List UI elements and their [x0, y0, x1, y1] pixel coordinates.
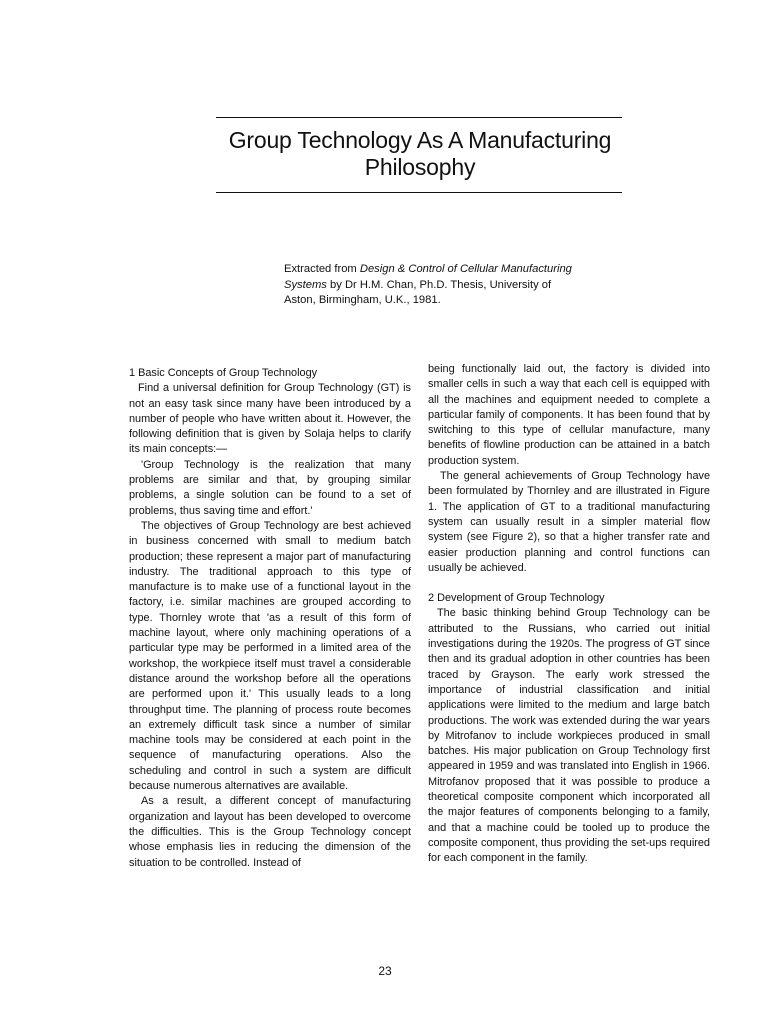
title-rule-bottom: [216, 192, 622, 193]
article-title-line-2: Philosophy: [364, 154, 476, 180]
section-2-heading: 2 Development of Group Technology: [428, 592, 605, 605]
article-title-line-1: Group Technology As A Manufacturing: [228, 127, 612, 153]
section-1-paragraph-3: The objectives of Group Technology are best achieved in business concerned with small to medium batch production; these represent a major part of manufacturing industry. The traditional approach to this type of manufacture is to make use of a functional layout in the factory, i.e. similar machines are grouped according to type. Thornley wrote that 'as a result of this form of machine layout, where only machining operations of a particular type may be performed in a limited area of the workshop, the workpiece itself must travel a considerable distance around the workshop before all the operations are performed upon it.' This usually leads to a long throughput time. The planning of process route becomes an extremely difficult task since a number of similar machine tools may be considered at each point in the sequence of manufacturing operations. Also the scheduling and control in such a system are difficult because numerous alternatives are available.: [129, 519, 411, 793]
section-1-paragraph-1: Find a universal definition for Group Technology (GT) is not an easy task since many have been introduced by a number of people who have written about it. However, the following definition that is given by Solaja helps to clarify its main concepts:—: [129, 382, 411, 456]
section-2-paragraph-1: The basic thinking behind Group Technology can be attributed to the Russians, who carried out initial investigations during the 1920s. The progress of GT since then and its gradual adoption in other countries has been traced by Grayson. The early work stressed the importance of industrial classification and initial applications were limited to the medium and large batch productions. The work was extended during the war years by Mitrofanov to include workpieces produced in small batches. His major publication on Group Technology first appeared in 1959 and was translated into English in 1966. Mitrofanov proposed that it was possible to produce a theoretical composite component which incorporated all the major features of components belonging to a family, and that a machine could be tooled up to produce the composite component, thus providing the set-ups required for each component in the family.: [428, 607, 710, 865]
attribution-suffix: by Dr H.M. Chan, Ph.D. Thesis, University of Aston, Birmingham, U.K., 1981.: [284, 278, 552, 306]
section-1-heading: 1 Basic Concepts of Group Technology: [129, 367, 318, 379]
body-column-right: [428, 362, 710, 867]
section-spacer: [428, 576, 710, 591]
body-column-left: [129, 366, 411, 871]
section-1-paragraph-4: As a result, a different concept of manufacturing organization and layout has been developed to overcome the difficulties. This is the Group Technology concept whose emphasis lies in reducing the dimension of the situation to be controlled. Instead of: [129, 795, 411, 869]
article-title: [190, 127, 650, 181]
section-1-paragraph-5: being functionally laid out, the factory is divided into smaller cells in such a way that each cell is equipped with all the machines and equipment needed to complete a particular family of components. It has been found that by switching to this type of cellular manufacture, many benefits of flowline production can be attained in a batch production system.: [428, 363, 710, 467]
page-number: 23: [378, 964, 392, 978]
title-rule-top: [216, 117, 622, 118]
attribution-source-title: Design & Control of Cellular Manufacturing Systems: [284, 263, 572, 291]
source-attribution: [284, 262, 574, 309]
attribution-prefix: Extracted from: [284, 263, 360, 275]
section-1-paragraph-6: The general achievements of Group Technology have been formulated by Thornley and are illustrated in Figure 1. The application of GT to a traditional manufacturing system can usually result in a simpler material flow system (see Figure 2), so that a higher transfer rate and easier production planning and control functions can usually be achieved.: [428, 470, 710, 574]
section-1-paragraph-2: 'Group Technology is the realization that many problems are similar and that, by grouping similar problems, a single solution can be found to a set of problems, thus saving time and effort.': [129, 458, 411, 517]
